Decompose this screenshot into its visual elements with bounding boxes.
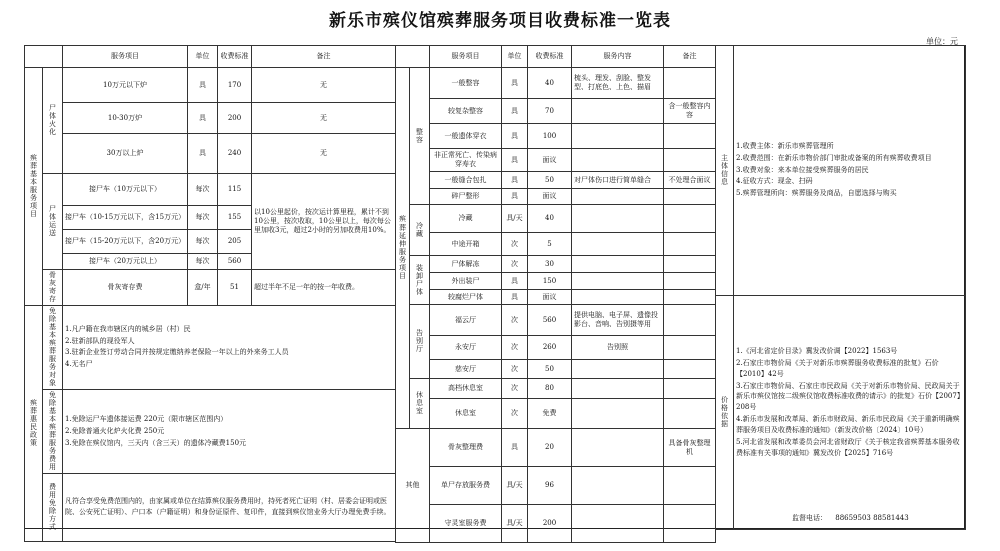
hotline-numbers: 88659503 88581443 [835, 514, 909, 522]
policy-label: 殡葬惠民政策 [25, 305, 43, 541]
table-cell: 尸体解冻 [430, 256, 502, 273]
policy-label-2: 费用免除方式 [43, 474, 63, 542]
table-cell: 30 [528, 256, 572, 273]
table-cell [664, 360, 716, 379]
table-cell: 次 [502, 305, 528, 336]
policy-label-1: 免除基本殡葬服务费用 [43, 390, 63, 474]
table-cell [664, 149, 716, 172]
table-cell: 51 [218, 270, 252, 306]
table-cell: 接尸车（10-15万元以下，含15万元） [63, 206, 188, 230]
main-info-text: 1.收费主体：新乐市殡葬管理所 2.收费范围：在新乐市物价部门审批或备案的所有殡葬收费项目 3.收费对象：来本单位接受殡葬服务的居民 4.征收方式：现金、扫码 5.殡葬管理所向：殡葬服务及商品，自愿选择与购买 [734, 46, 966, 296]
table-cell: 具 [502, 149, 528, 172]
table-cell: 200 [218, 103, 252, 134]
table-cell [664, 205, 716, 233]
table-cell [664, 305, 716, 336]
table-cell: 次 [502, 379, 528, 399]
table-cell: 含一般整容内容 [664, 99, 716, 124]
group-label-farewell-hall: 告别厅 [410, 305, 430, 379]
table-cell [664, 467, 716, 505]
mid-header-note: 备注 [664, 46, 716, 68]
table-cell [664, 189, 716, 205]
table-cell: 具 [502, 68, 528, 99]
table-cell: 具/天 [502, 505, 528, 543]
table-cell: 接尸车（20万元以上） [63, 254, 188, 270]
table-cell: 200 [528, 505, 572, 543]
table-cell [572, 273, 664, 290]
table-cell: 每次 [188, 206, 218, 230]
table-cell: 福云厅 [430, 305, 502, 336]
table-cell: 面议 [528, 189, 572, 205]
table-cell [572, 233, 664, 256]
table-cell: 每次 [188, 174, 218, 206]
table-cell: 具 [502, 290, 528, 305]
table-cell [664, 336, 716, 360]
left-header-note: 备注 [252, 46, 396, 68]
table-cell: 155 [218, 206, 252, 230]
table-cell: 具 [188, 103, 218, 134]
group-label-body-handling: 装卸尸体 [410, 256, 430, 305]
table-cell: 次 [502, 399, 528, 429]
table-cell: 50 [528, 360, 572, 379]
mid-header-item: 服务项目 [430, 46, 502, 68]
table-cell: 260 [528, 336, 572, 360]
table-cell: 20 [528, 429, 572, 467]
table-cell: 每次 [188, 254, 218, 270]
table-cell: 10万元以下炉 [63, 68, 188, 103]
table-cell: 慈安厅 [430, 360, 502, 379]
table-cell: 较腐烂尸体 [430, 290, 502, 305]
table-cell [572, 290, 664, 305]
table-cell: 盒/年 [188, 270, 218, 306]
table-cell: 每次 [188, 230, 218, 254]
price-basis-label: 价格依据 [716, 296, 734, 530]
table-cell [664, 233, 716, 256]
table-cell: 提供电脑、电子屏、遗像投影台、音响、告别摄等用 [572, 305, 664, 336]
table-cell: 较复杂整容 [430, 99, 502, 124]
policy-text-0: 1.凡户籍在我市辖区内的城乡居（村）民 2.驻新部队的现役军人 3.驻新企业签订劳动合同并按规定缴纳养老保险一年以上的外来务工人员 4.无名尸 [63, 305, 396, 389]
info-panel [715, 45, 966, 530]
basic-services-label: 殡葬基本服务项目 [25, 68, 43, 306]
policy-label-0: 免除基本殡葬服务对象 [43, 305, 63, 389]
mid-header-price: 收费标准 [528, 46, 572, 68]
table-cell: 具 [188, 134, 218, 174]
policy-text-1: 1.免除运尸车遗体接运费 220元（限市辖区范围内） 2.免除普通火化炉火化费 250元 3.免除在殡仪馆内，三天内（含三天）的遗体冷藏费150元 [63, 390, 396, 474]
table-cell: 次 [502, 233, 528, 256]
table-cell: 告别照 [572, 336, 664, 360]
table-cell: 80 [528, 379, 572, 399]
table-cell: 超过半年不足一年的按一年收费。 [252, 270, 396, 306]
table-cell: 一般遗体穿衣 [430, 124, 502, 149]
unit-label: 单位：元 [926, 37, 958, 46]
group-label-lounge: 休息室 [410, 379, 430, 429]
table-cell: 具/天 [502, 205, 528, 233]
table-cell: 205 [218, 230, 252, 254]
table-cell: 40 [528, 68, 572, 99]
table-cell: 150 [528, 273, 572, 290]
table-cell: 非正常死亡、传染病穿寿衣 [430, 149, 502, 172]
table-cell [572, 399, 664, 429]
table-cell [572, 205, 664, 233]
table-cell: 具 [502, 429, 528, 467]
extended-services-table [395, 45, 716, 543]
table-cell: 无 [252, 68, 396, 103]
table-cell: 具备骨灰整理机 [664, 429, 716, 467]
ash-storage-label: 骨灰寄存 [43, 270, 63, 306]
table-cell: 永安厅 [430, 336, 502, 360]
table-cell: 面议 [528, 290, 572, 305]
main-info-label: 主体信息 [716, 46, 734, 296]
table-cell: 10-30万炉 [63, 103, 188, 134]
table-cell [572, 124, 664, 149]
price-basis-text: 1.《河北省定价目录》冀发改价调【2022】1563号 2.石家庄市物价局《关于对新乐市殡葬服务收费标准的批复》石价【2010】42号 3.石家庄市物价局、石家庄市民政局《关于对新乐市物价局、民政局关于新乐市殡仪馆按二级殡仪馆收费标准收费的请示》的批复》石价【2007】208号 4.新乐市发展和改革局、新乐市财政局、新乐市民政局《关于重新明确殡葬服务项目及收费标准的通知》（新发改价格〔2024〕10号） 5.河北省发展和改革委员会河北省财政厅《关于核定我省殡葬基本服务收费标准有关事项的通知》冀发改价【2025】716号 [734, 296, 966, 530]
table-cell: 96 [528, 467, 572, 505]
table-cell: 240 [218, 134, 252, 174]
table-cell: 次 [502, 360, 528, 379]
table-cell [572, 429, 664, 467]
mid-header-content: 服务内容 [572, 46, 664, 68]
table-cell: 30万以上炉 [63, 134, 188, 174]
table-cell: 50 [528, 172, 572, 189]
hotline-label: 监督电话： [792, 514, 827, 522]
table-cell [572, 379, 664, 399]
table-cell: 骨灰寄存费 [63, 270, 188, 306]
table-cell [572, 467, 664, 505]
mid-header-unit: 单位 [502, 46, 528, 68]
table-cell: 一般整容 [430, 68, 502, 99]
table-cell: 次 [502, 256, 528, 273]
table-cell [664, 379, 716, 399]
table-cell: 40 [528, 205, 572, 233]
table-cell [664, 505, 716, 543]
table-cell: 接尸车（10万元以下） [63, 174, 188, 206]
table-cell: 具 [502, 99, 528, 124]
table-cell: 中途开箱 [430, 233, 502, 256]
cremation-label: 尸体火化 [43, 68, 63, 174]
table-cell: 免费 [528, 399, 572, 429]
table-cell: 具/天 [502, 467, 528, 505]
left-header-unit: 单位 [188, 46, 218, 68]
table-cell [664, 256, 716, 273]
policy-text-2: 凡符合享受免费范围内的，由家属或单位在结算殡仪服务费用时，持死者死亡证明（村、居委会证明或医院、公安死亡证明）、户口本（户籍证明）和身份证原件、复印件，直接到殡仪馆业务大厅办理免费手续。 [63, 474, 396, 542]
mid-header-blank [396, 46, 430, 68]
left-header-price: 收费标准 [218, 46, 252, 68]
table-cell: 无 [252, 134, 396, 174]
table-cell: 守灵室服务费 [430, 505, 502, 543]
table-cell [572, 360, 664, 379]
table-cell [664, 124, 716, 149]
table-cell: 115 [218, 174, 252, 206]
table-cell [572, 149, 664, 172]
table-cell: 具 [502, 273, 528, 290]
extended-services-label: 殡葬延伸服务项目 [396, 68, 410, 429]
table-cell [664, 399, 716, 429]
table-cell: 梳头、理发、刮脸、整发型、打底色、上色、描眉 [572, 68, 664, 99]
table-cell: 休息室 [430, 399, 502, 429]
table-cell [664, 68, 716, 99]
table-cell: 冷藏 [430, 205, 502, 233]
table-cell: 单尸存放服务费 [430, 467, 502, 505]
table-cell: 外出装尸 [430, 273, 502, 290]
hotline [792, 513, 909, 523]
table-cell: 骨灰整理费 [430, 429, 502, 467]
table-cell: 高档休息室 [430, 379, 502, 399]
table-cell: 具 [502, 189, 528, 205]
table-cell [664, 273, 716, 290]
table-cell: 对尸体伤口进行简单缝合 [572, 172, 664, 189]
table-cell: 碎尸整形 [430, 189, 502, 205]
table-cell: 一般缝合包扎 [430, 172, 502, 189]
left-fee-table [24, 45, 396, 542]
group-label-makeup: 整容 [410, 68, 430, 205]
table-cell: 不处理合面议 [664, 172, 716, 189]
table-cell: 面议 [528, 149, 572, 172]
transport-label: 尸体运送 [43, 174, 63, 270]
table-cell [572, 256, 664, 273]
table-cell: 具 [188, 68, 218, 103]
table-cell: 接尸车（15-20万元以下，含20万元） [63, 230, 188, 254]
table-cell: 100 [528, 124, 572, 149]
table-cell [572, 99, 664, 124]
table-cell: 次 [502, 336, 528, 360]
transport-note: 以10公里起价，按次运计算里程，累计不到10公里，按次收取，10公里以上，每次每公里加收3元，超过2小时的另加收费用10%。 [252, 174, 396, 270]
table-cell [572, 189, 664, 205]
table-cell: 无 [252, 103, 396, 134]
table-cell: 560 [528, 305, 572, 336]
left-header-item: 服务项目 [63, 46, 188, 68]
page-title: 新乐市殡仪馆殡葬服务项目收费标准一览表 [329, 11, 671, 31]
table-cell [664, 290, 716, 305]
left-header-blank [25, 46, 63, 68]
table-cell: 560 [218, 254, 252, 270]
group-label-other: 其他 [396, 429, 430, 543]
table-cell: 170 [218, 68, 252, 103]
table-cell: 70 [528, 99, 572, 124]
table-cell: 具 [502, 172, 528, 189]
table-cell [572, 505, 664, 543]
table-cell: 具 [502, 124, 528, 149]
group-label-cold-storage: 冷藏 [410, 205, 430, 256]
table-cell: 5 [528, 233, 572, 256]
